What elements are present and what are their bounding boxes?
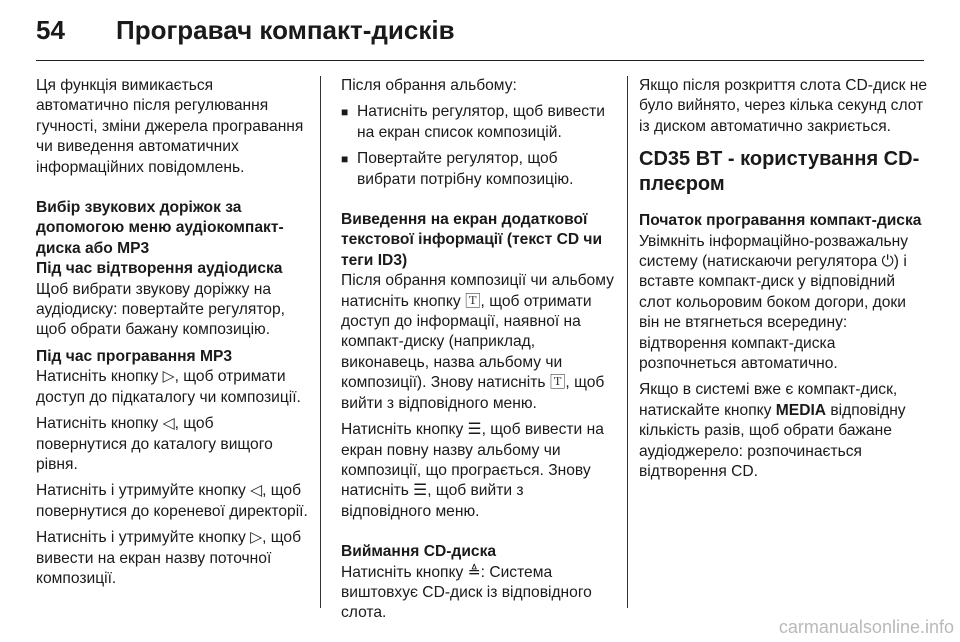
bullet-item	[341, 102, 615, 143]
paragraph: Якщо після розкриття слота CD-диск не було вийнято, через кілька секунд слот із диском автоматично закриється.	[639, 77, 928, 135]
page-number: 54	[36, 14, 65, 45]
bullet-item	[341, 149, 615, 190]
section-heading: Виймання CD-диска	[341, 543, 497, 561]
subsection-heading: Під час відтворення аудіодиска	[36, 260, 283, 278]
section-heading: Вибір звукових доріжок за допомогою меню аудіокомпакт-диска або MP3	[36, 199, 284, 257]
column-divider-1	[320, 76, 321, 608]
section-heading: Початок програвання компакт-диска	[639, 212, 922, 230]
chapter-heading: CD35 BT - користування CD-плеєром	[639, 148, 920, 196]
column-1	[36, 76, 308, 595]
bullet-text: Натисніть регулятор, щоб вивести на екран список композицій.	[357, 103, 605, 141]
paragraph: Після обрання альбому:	[341, 77, 517, 94]
page-title: Програвач компакт-дисків	[116, 14, 455, 45]
section-heading: Виведення на екран додаткової текстової інформації (текст CD чи теги ID3)	[341, 211, 603, 269]
paragraph: Після обрання композиції чи альбому натисніть кнопку 🅃, щоб отримати доступ до інформації, наявної на компакт-диску (наприклад, виконавець, назва альбому чи композиції). Знову натисніть 🅃, щоб вийти з відповідного меню.	[341, 272, 614, 412]
paragraph: Натисніть кнопку ▷, щоб отримати доступ до підкаталогу чи композиції.	[36, 368, 301, 406]
paragraph: Увімкніть інформаційно-розважальну систему (натискаючи регулятора ⏻) і вставте компакт-диск у відповідний слот кольоровим боком догори, доки він не втягнеться всередину: відтворення компакт-диска розпочнеться автоматично.	[639, 232, 909, 373]
bullet-text: Повертайте регулятор, щоб вибрати потрібну композицію.	[357, 150, 574, 188]
paragraph: Натисніть і утримуйте кнопку ▷, щоб вивести на екран назву поточної композиції.	[36, 529, 302, 587]
column-divider-2	[627, 76, 628, 608]
paragraph: Ця функція вимикається автоматично після регулювання гучності, зміни джерела програвання чи виведення автоматичних інформаційних повідомлень.	[36, 77, 304, 176]
paragraph: Натисніть і утримуйте кнопку ◁, щоб повернутися до кореневої директорії.	[36, 482, 308, 520]
paragraph: Натисніть кнопку ☰, щоб вивести на екран повну назву альбому чи композиції, що програється. Знову натисніть ☰, щоб вийти з відповідного меню.	[341, 421, 604, 520]
square-bullet-icon: ■	[341, 152, 349, 167]
paragraph: Щоб вибрати звукову доріжку на аудіодиску: повертайте регулятор, щоб обрати бажану композицію.	[36, 280, 285, 339]
subsection-heading: Під час програвання MP3	[36, 347, 233, 365]
header-rule	[36, 60, 924, 61]
column-2	[341, 76, 615, 630]
paragraph: Якщо в системі вже є компакт-диск, натискайте кнопку MEDIA відповідну кількість разів, щоб обрати бажане аудіоджерело: розпочинається відтворення CD.	[639, 381, 906, 481]
page-header	[36, 10, 455, 50]
media-button-label: MEDIA	[775, 401, 827, 419]
paragraph: Натисніть кнопку ≜: Система виштовхує CD-диск із відповідного слота.	[341, 563, 592, 622]
square-bullet-icon: ■	[341, 105, 349, 120]
column-3	[639, 76, 929, 489]
watermark: carmanualsonline.info	[778, 617, 954, 637]
paragraph: Натисніть кнопку ◁, щоб повернутися до каталогу вищого рівня.	[36, 415, 273, 473]
